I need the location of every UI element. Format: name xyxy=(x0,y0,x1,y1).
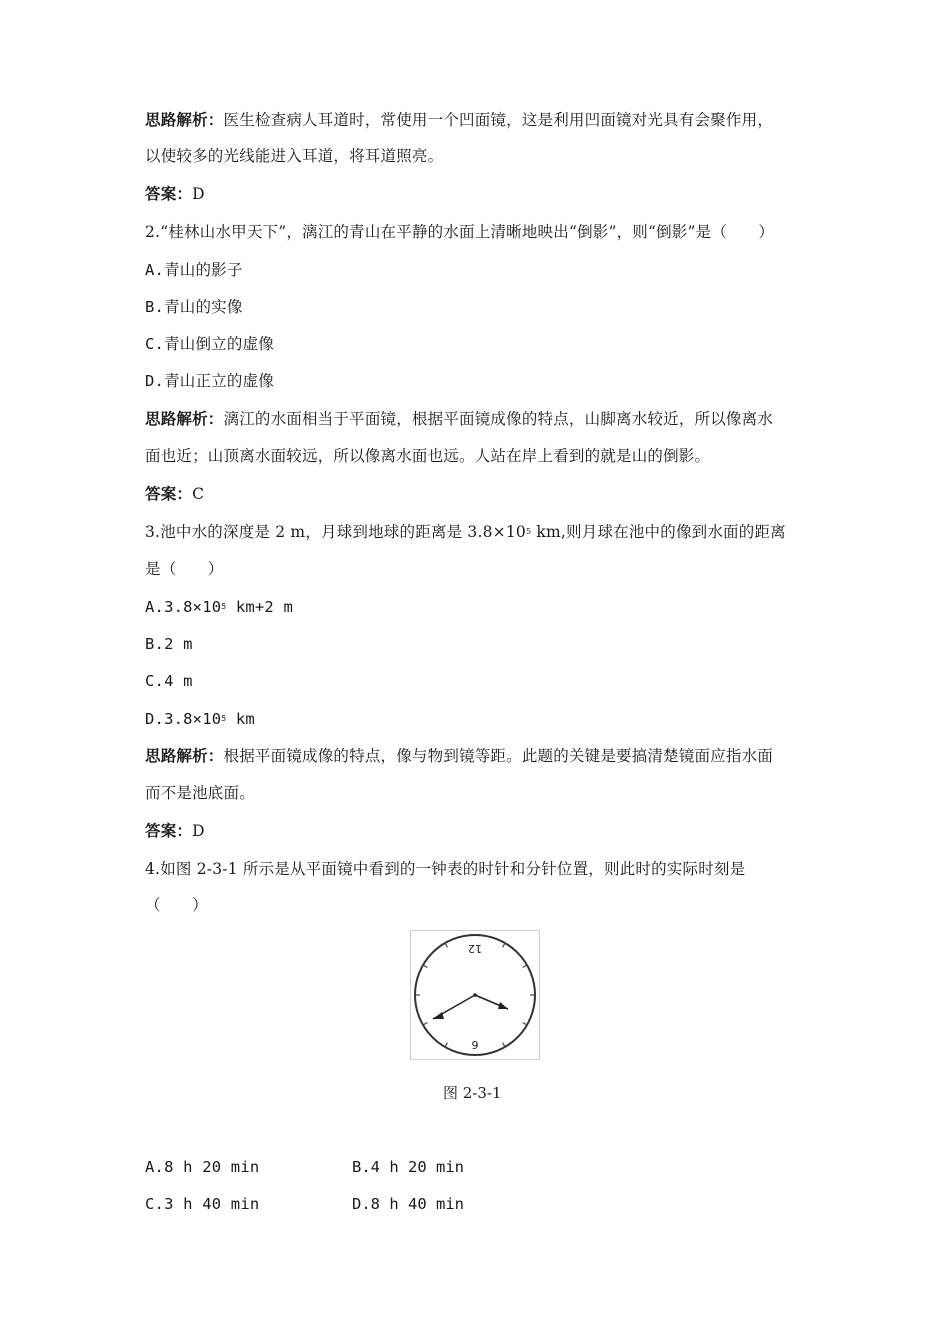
q3-stem-line2: 是（ ） xyxy=(145,560,224,578)
q3-option-a xyxy=(145,597,293,617)
q3-option-a-base: A.3.8×10 xyxy=(145,598,222,616)
q3-option-b: B.2 m xyxy=(145,635,193,653)
q1-analysis-text-2: 以使较多的光线能进入耳道，将耳道照亮。 xyxy=(145,147,444,165)
hour-hand-arrow xyxy=(498,1002,508,1009)
q1-answer xyxy=(145,184,205,204)
q3-analysis-text-1: 根据平面镜成像的特点，像与物到镜等距。此题的关键是要搞清楚镜面应指水面 xyxy=(223,747,774,765)
q3-option-d-unit: km xyxy=(226,710,255,728)
q2-answer-value: C xyxy=(192,485,205,503)
q1-analysis-text-1: 医生检查病人耳道时，常使用一个凹面镜，这是利用凹面镜对光具有会聚作用， xyxy=(223,111,774,129)
q3-analysis-text-2: 而不是池底面。 xyxy=(145,784,255,802)
q4-option-b: B.4 h 20 min xyxy=(352,1158,464,1176)
q3-stem-a: 3.池中水的深度是 2 m，月球到地球的距离是 3.8×10 xyxy=(145,523,526,541)
q4-stem-line1: 4.如图 2-3-1 所示是从平面镜中看到的一钟表的时针和分针位置，则此时的实际时刻是 xyxy=(145,860,746,878)
q3-option-a-unit: km+2 m xyxy=(226,598,294,616)
label-6: 6 xyxy=(471,1038,479,1051)
q2-stem: 2.“桂林山水甲天下”，漓江的青山在平静的水面上清晰地映出“倒影”，则“倒影”是（ ） xyxy=(145,223,775,241)
q3-answer xyxy=(145,821,205,841)
q3-option-d-base: D.3.8×10 xyxy=(145,710,222,728)
q4-option-d: D.8 h 40 min xyxy=(352,1195,464,1213)
clock-tick xyxy=(523,965,527,968)
clock-tick xyxy=(523,1023,527,1026)
label-12: 12 xyxy=(468,942,482,955)
clock-tick xyxy=(423,1023,427,1026)
q4-option-c: C.3 h 40 min xyxy=(145,1195,260,1213)
q3-answer-label: 答案： xyxy=(145,822,193,840)
q3-stem-b: km,则月球在池中的像到水面的距离 xyxy=(531,523,786,541)
q4-stem-line2: （ ） xyxy=(145,896,208,914)
q3-option-c: C.4 m xyxy=(145,672,193,690)
q3-stem-line1 xyxy=(145,522,786,542)
q1-analysis-line1 xyxy=(145,110,773,130)
clock-tick xyxy=(423,965,427,968)
q4-option-a: A.8 h 20 min xyxy=(145,1158,260,1176)
clock-tick xyxy=(503,1043,506,1047)
q3-analysis-line1 xyxy=(145,746,773,766)
clock-tick xyxy=(445,1043,448,1047)
q2-analysis-text-2: 面也近；山顶离水面较远，所以像离水面也远。人站在岸上看到的就是山的倒影。 xyxy=(145,447,711,465)
clock-tick xyxy=(503,943,506,947)
figure-caption: 图 2-3-1 xyxy=(443,1084,502,1102)
q2-option-c: C.青山倒立的虚像 xyxy=(145,335,274,353)
mirrored-clock-figure xyxy=(410,930,540,1060)
q3-stem-exp: 5 xyxy=(526,527,532,536)
q1-answer-value: D xyxy=(192,185,205,203)
q1-analysis-label: 思路解析： xyxy=(145,111,224,129)
q2-option-d: D.青山正立的虚像 xyxy=(145,372,274,390)
q3-option-a-exp: 5 xyxy=(221,602,227,611)
q3-answer-value: D xyxy=(192,822,205,840)
q1-answer-label: 答案： xyxy=(145,185,193,203)
clock-svg xyxy=(411,931,539,1059)
q2-answer-label: 答案： xyxy=(145,485,193,503)
q2-analysis-label: 思路解析： xyxy=(145,410,224,428)
clock-center xyxy=(473,993,477,997)
label-6-mirrored xyxy=(472,1038,479,1051)
q2-analysis-line1 xyxy=(145,409,773,429)
q2-analysis-text-1: 漓江的水面相当于平面镜，根据平面镜成像的特点，山脚离水较近，所以像离水 xyxy=(223,410,774,428)
q2-option-a: A.青山的影子 xyxy=(145,261,243,279)
label-12-mirrored xyxy=(468,942,482,955)
q2-option-b: B.青山的实像 xyxy=(145,298,243,316)
q3-analysis-label: 思路解析： xyxy=(145,747,224,765)
q3-option-d-exp: 5 xyxy=(221,714,227,723)
q2-answer xyxy=(145,484,204,504)
clock-tick xyxy=(445,943,448,947)
q3-option-d xyxy=(145,709,255,729)
